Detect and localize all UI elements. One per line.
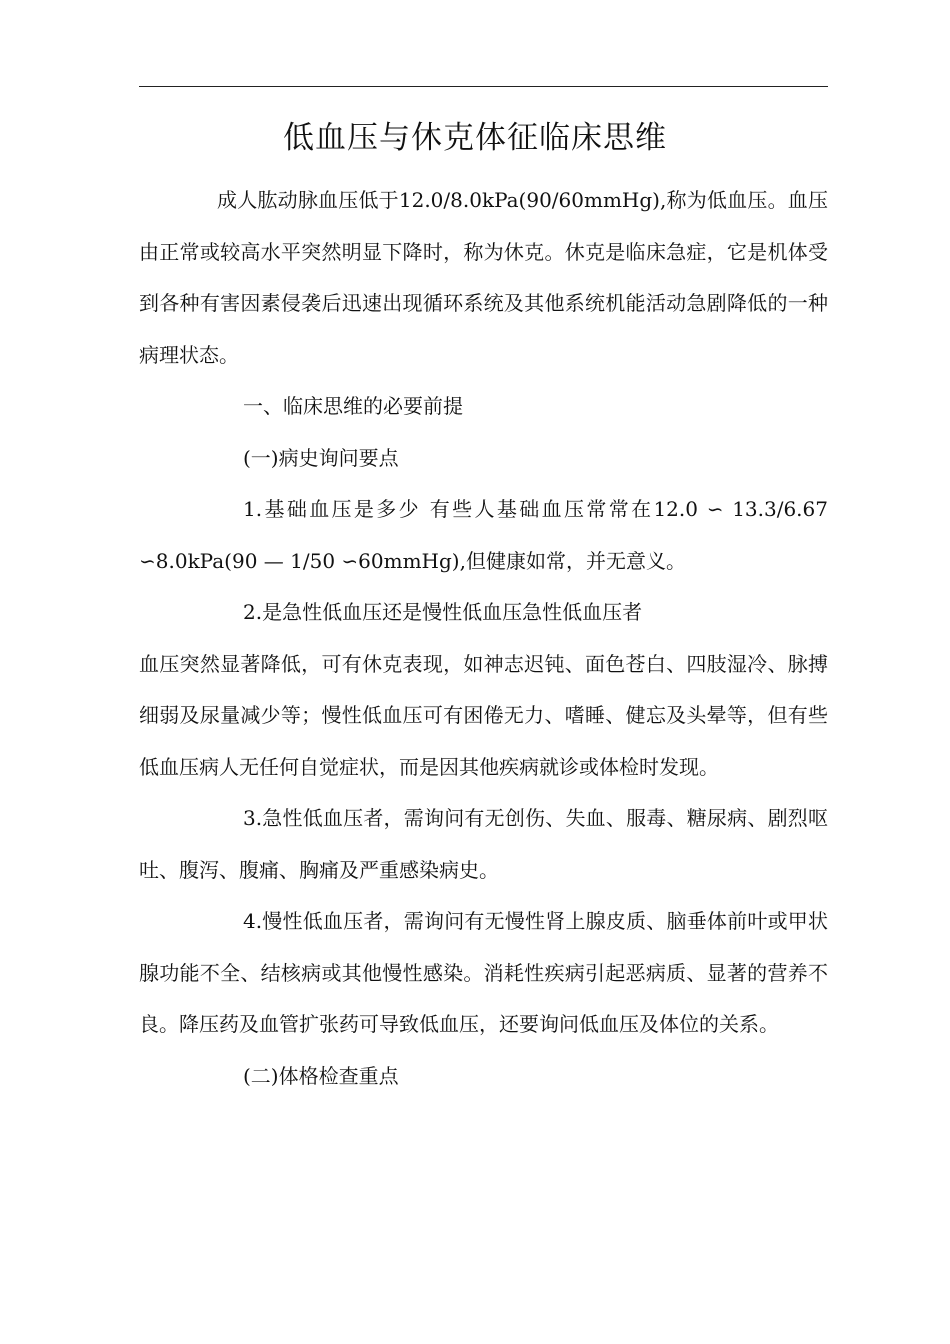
item-4-paragraph: 4.慢性低血压者，需询问有无慢性肾上腺皮质、脑垂体前叶或甲状腺功能不全、结核病或其他慢性感染。消耗性疾病引起恶病质、显著的营养不良。降压药及血管扩张药可导致低血压，还要询问低血压及体位的关系。 (139, 909, 828, 1036)
document-body (139, 175, 828, 1102)
section-heading-1: 一、临床思维的必要前提 (243, 394, 463, 418)
intro-paragraph: 成人肱动脉血压低于12.0/8.0kPa(90/60mmHg),称为低血压。血压由正常或较高水平突然明显下降时，称为休克。休克是临床急症，它是机体受到各种有害因素侵袭后迅速出现循环系统及其他系统机能活动急剧降低的一种病理状态。 (139, 188, 828, 367)
subsection-heading-2: (二)体格检查重点 (243, 1063, 399, 1088)
item-3-paragraph: 3.急性低血压者，需询问有无创伤、失血、服毒、糖尿病、剧烈呕吐、腹泻、腹痛、胸痛及严重感染病史。 (139, 806, 828, 882)
document-title: 低血压与休克体征临床思维 (283, 120, 667, 156)
item-2-heading: 2.是急性低血压还是慢性低血压急性低血压者 (243, 600, 643, 624)
subsection-heading-1: (一)病史询问要点 (243, 445, 399, 470)
item-1-paragraph: 1.基础血压是多少 有些人基础血压常常在12.0 ∽ 13.3/6.67 ∽8.0kPa(90 — 1/50 ∽60mmHg),但健康如常，并无意义。 (139, 497, 828, 573)
item-2-paragraph: 血压突然显著降低，可有休克表现，如神志迟钝、面色苍白、四肢湿冷、脉搏细弱及尿量减少等；慢性低血压可有困倦无力、嗜睡、健忘及头晕等，但有些低血压病人无任何自觉症状，而是因其他疾病就诊或体检时发现。 (139, 651, 828, 779)
header-rule (139, 86, 828, 87)
